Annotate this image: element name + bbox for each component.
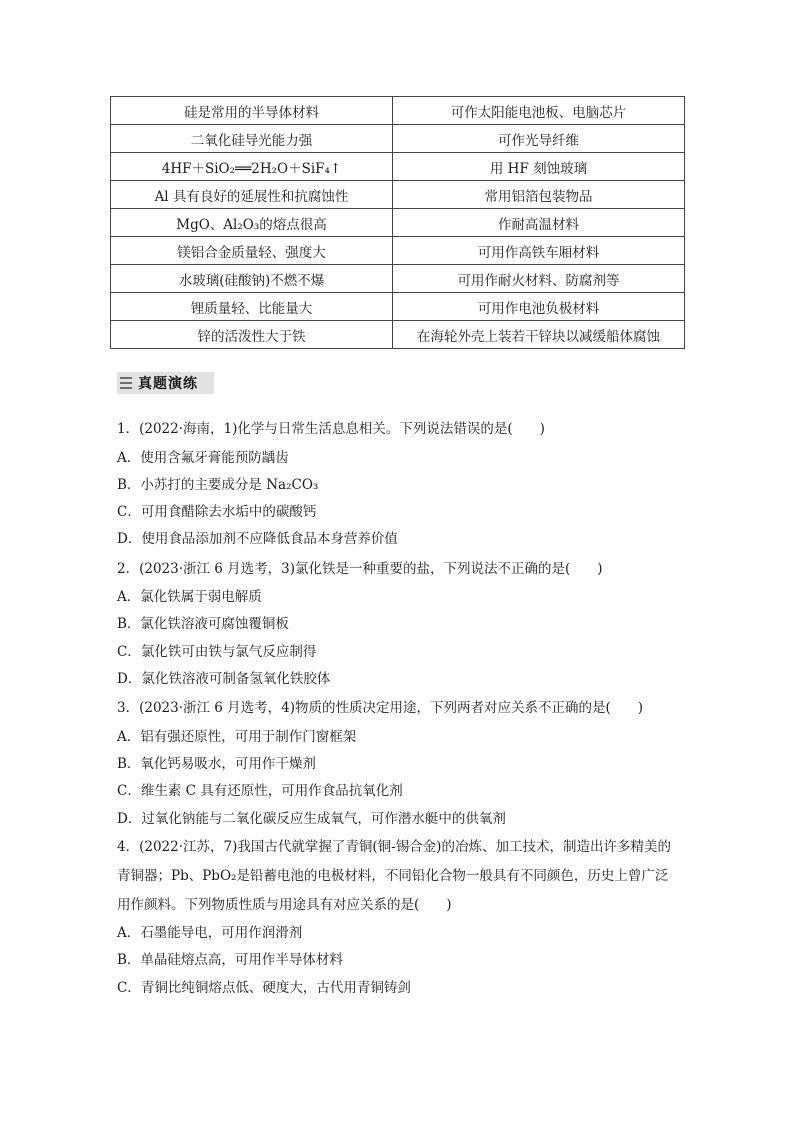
use-cell: 在海轮外壳上装若干锌块以减缓船体腐蚀 — [393, 321, 685, 349]
table-row — [111, 153, 685, 181]
use-cell: 可作光导纤维 — [393, 125, 685, 153]
table-row — [111, 97, 685, 125]
property-cell: 二氧化硅导光能力强 — [111, 125, 393, 153]
table-row — [111, 181, 685, 209]
answer-option: D．使用食品添加剂不应降低食品本身营养价值 — [117, 531, 398, 548]
question-stem: 青铜器；Pb、PbO₂是铅蓄电池的电极材料，不同铅化合物一般具有不同颜色，历史上曾广泛 — [117, 868, 669, 885]
section-title: 真题演练 — [138, 376, 198, 392]
property-cell: 4HF＋SiO₂══2H₂O＋SiF₄↑ — [111, 153, 393, 181]
use-cell: 可用作电池负极材料 — [393, 293, 685, 321]
section-heading — [117, 372, 214, 394]
property-cell: 锌的活泼性大于铁 — [111, 321, 393, 349]
property-cell: 水玻璃(硅酸钠)不燃不爆 — [111, 265, 393, 293]
answer-option: C．青铜比纯铜熔点低、硬度大，古代用青铜铸剑 — [117, 979, 411, 996]
answer-option: A．石墨能导电，可用作润滑剂 — [117, 925, 303, 942]
property-cell: MgO、Al₂O₃的熔点很高 — [111, 209, 393, 237]
answer-option: B．小苏打的主要成分是 Na₂CO₃ — [117, 476, 319, 493]
use-cell: 常用铝箔包装物品 — [393, 181, 685, 209]
property-cell: 锂质量轻、比能量大 — [111, 293, 393, 321]
table-row — [111, 209, 685, 237]
property-cell: 镁铝合金质量轻、强度大 — [111, 237, 393, 265]
use-cell: 可用作耐火材料、防腐剂等 — [393, 265, 685, 293]
answer-option: B．氧化钙易吸水，可用作干燥剂 — [117, 756, 316, 773]
property-use-table — [110, 96, 685, 349]
table-row — [111, 237, 685, 265]
answer-option: B．氯化铁溶液可腐蚀覆铜板 — [117, 616, 289, 633]
use-cell: 可用作高铁车厢材料 — [393, 237, 685, 265]
question-stem: 2．(2023·浙江 6 月选考，3)氯化铁是一种重要的盐，下列说法不正确的是( ) — [117, 560, 603, 577]
answer-option: D．氯化铁溶液可制备氢氧化铁胶体 — [117, 671, 331, 688]
question-stem: 3．(2023·浙江 6 月选考，4)物质的性质决定用途，下列两者对应关系不正确的是( ) — [117, 700, 644, 717]
use-cell: 作耐高温材料 — [393, 209, 685, 237]
question-stem: 用作颜料。下列物质性质与用途具有对应关系的是( ) — [117, 897, 452, 914]
answer-option: A．使用含氟牙膏能预防龋齿 — [117, 449, 289, 466]
use-cell: 可作太阳能电池板、电脑芯片 — [393, 97, 685, 125]
question-stem: 4．(2022·江苏，7)我国古代就掌握了青铜(铜-锡合金)的冶炼、加工技术，制造出许多精美的 — [117, 839, 671, 856]
answer-option: C．氯化铁可由铁与氯气反应制得 — [117, 643, 317, 660]
answer-option: C．可用食醋除去水垢中的碳酸钙 — [117, 504, 317, 521]
use-cell: 用 HF 刻蚀玻璃 — [393, 153, 685, 181]
table-row — [111, 265, 685, 293]
answer-option: A．氯化铁属于弱电解质 — [117, 589, 262, 606]
list-icon — [120, 377, 132, 389]
property-cell: 硅是常用的半导体材料 — [111, 97, 393, 125]
question-stem: 1．(2022·海南，1)化学与日常生活息息相关。下列说法错误的是( ) — [117, 421, 545, 437]
question-list — [117, 414, 687, 1002]
answer-option: A．铝有强还原性，可用于制作门窗框架 — [117, 728, 357, 745]
answer-option: C．维生素 C 具有还原性，可用作食品抗氧化剂 — [117, 783, 403, 800]
table-row — [111, 125, 685, 153]
table-row — [111, 321, 685, 349]
answer-option: B．单晶硅熔点高，可用作半导体材料 — [117, 952, 343, 969]
property-cell: Al 具有良好的延展性和抗腐蚀性 — [111, 181, 393, 209]
table-row — [111, 293, 685, 321]
answer-option: D．过氧化钠能与二氧化碳反应生成氧气，可作潜水艇中的供氧剂 — [117, 810, 506, 827]
